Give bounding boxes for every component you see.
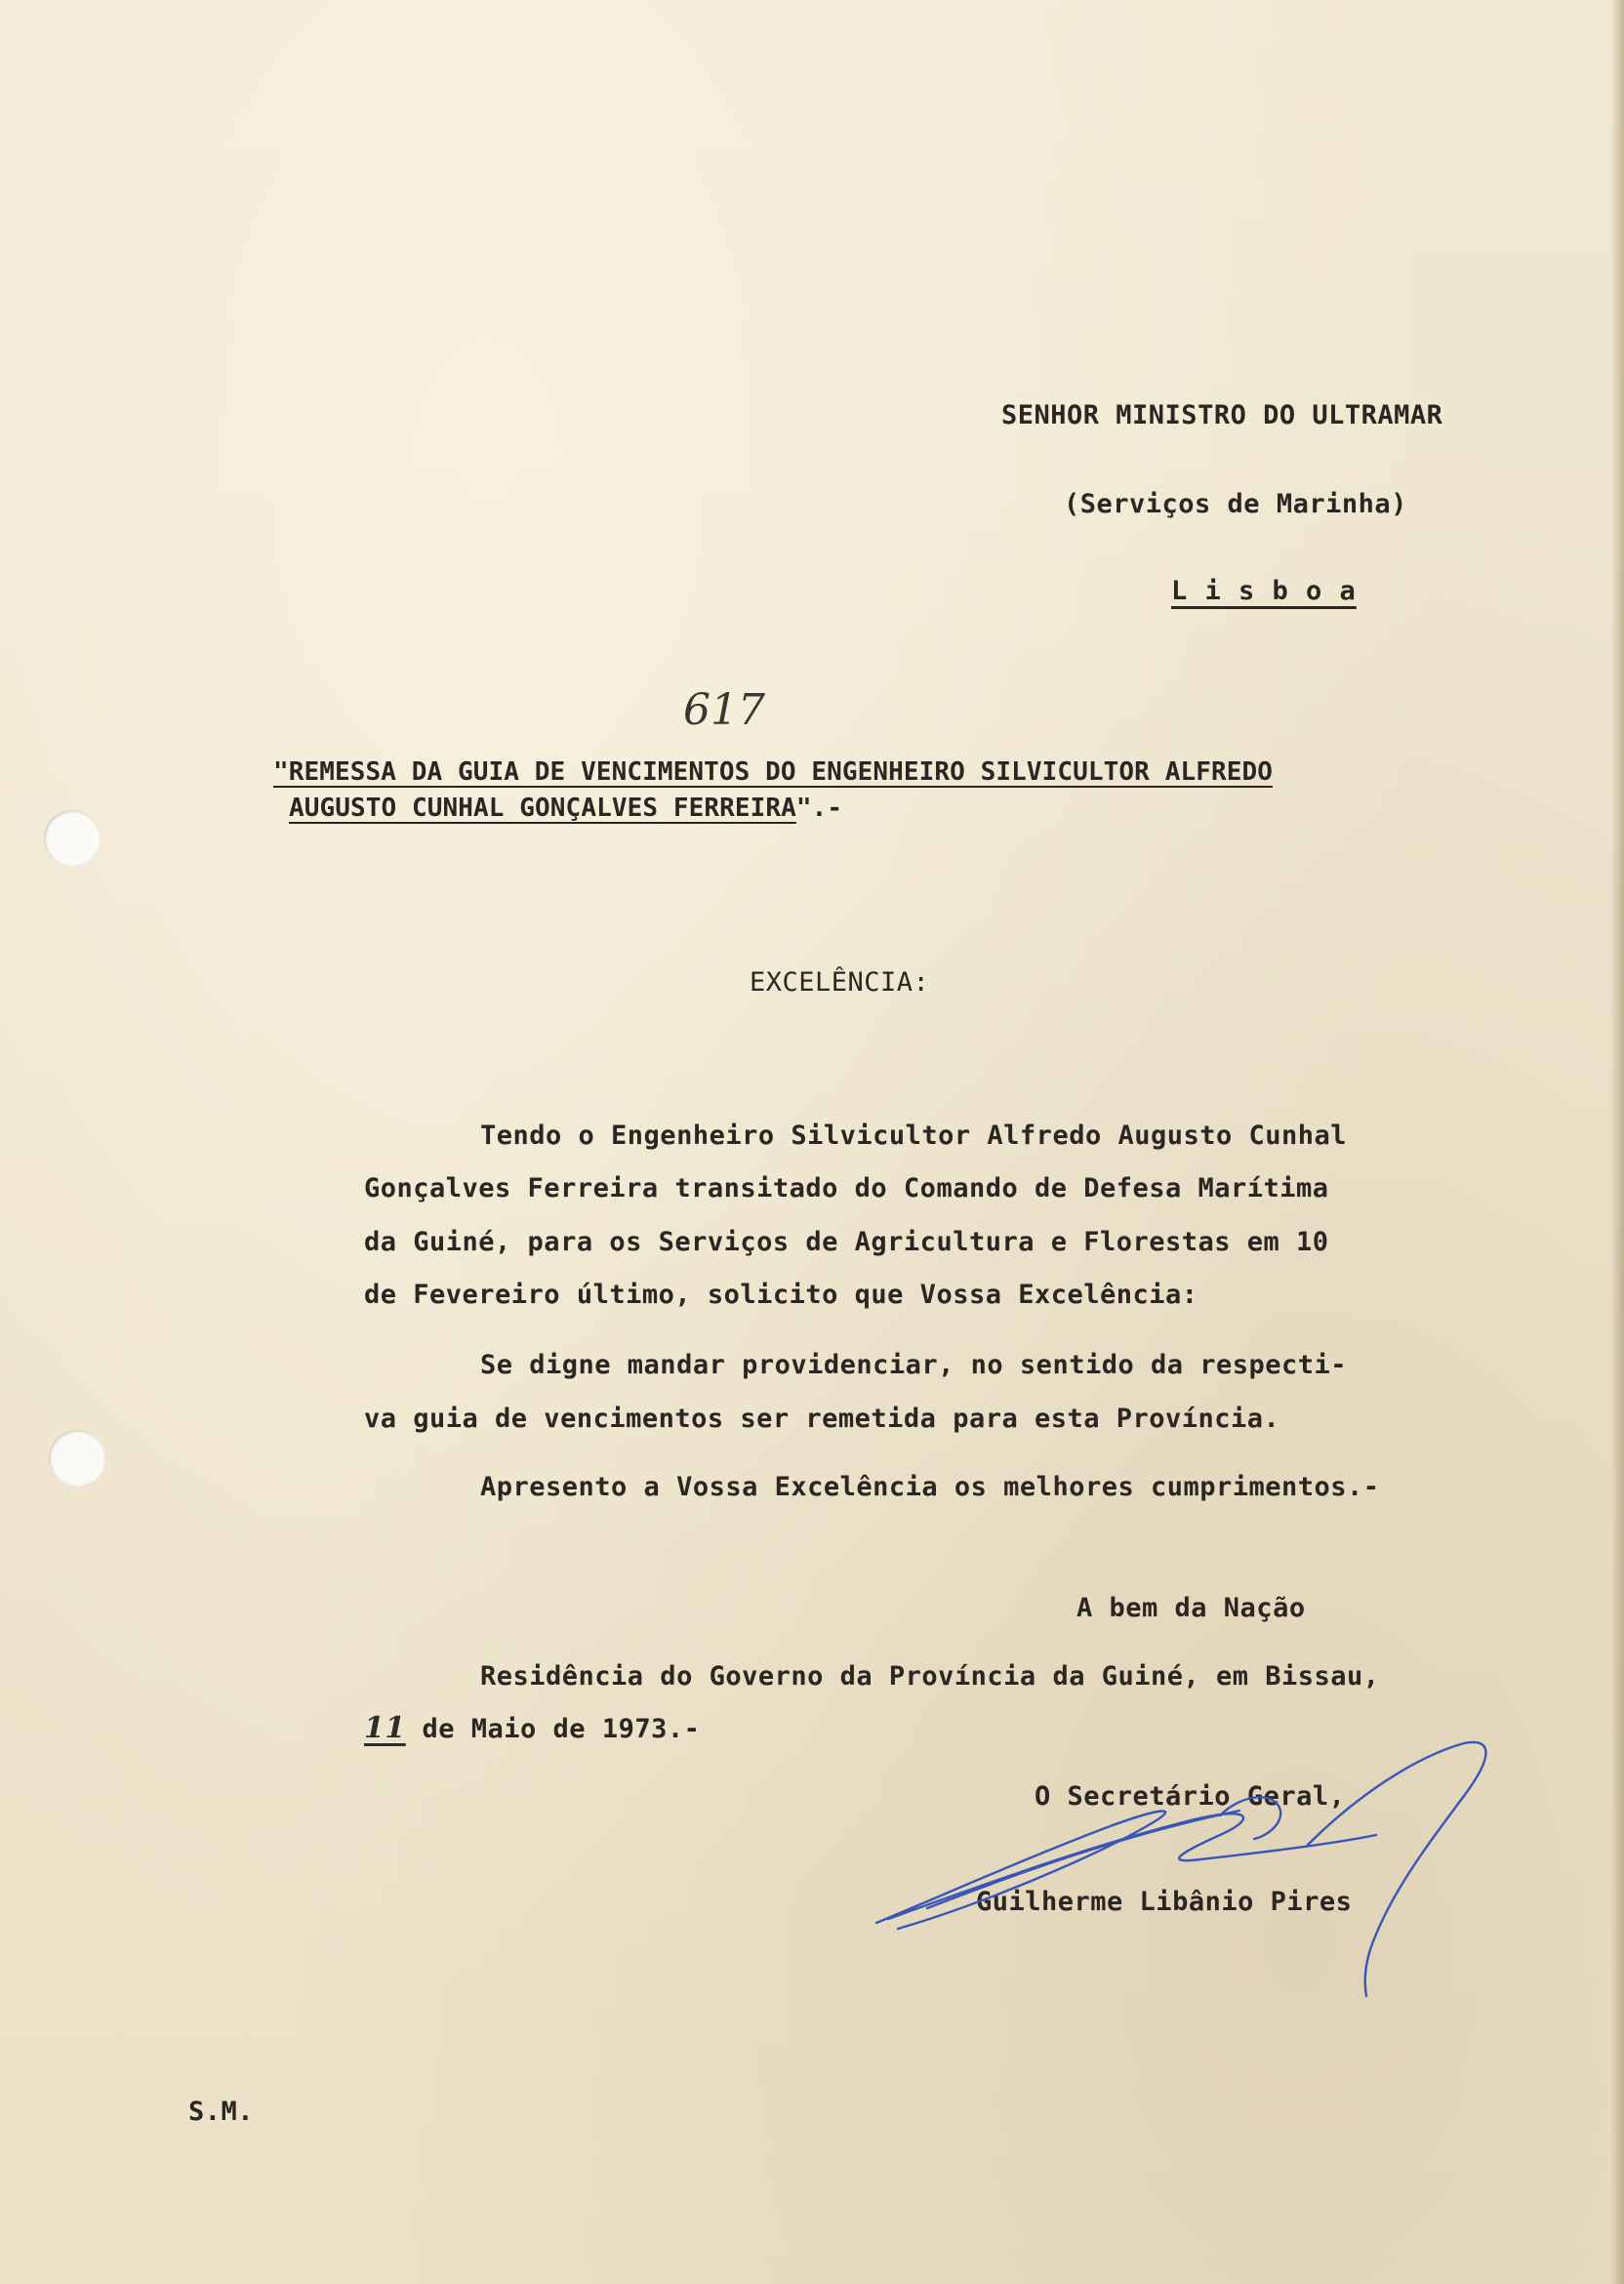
closing-date-rest: de Maio de 1973.- (405, 1714, 701, 1744)
handwritten-signature (869, 1737, 1503, 2020)
signatory-name: Guilherme Libânio Pires (976, 1887, 1353, 1917)
addressee-line-1: SENHOR MINISTRO DO ULTRAMAR (1001, 400, 1443, 430)
body-p2-line-1: Se digne mandar providenciar, no sentido da respecti- (480, 1350, 1348, 1380)
handwritten-number: 617 (683, 685, 765, 735)
addressee-city: L i s b o a (1171, 576, 1357, 606)
body-p1-line-2: Gonçalves Ferreira transitado do Comando de Defesa Marítima (364, 1173, 1329, 1203)
addressee-line-2: (Serviços de Marinha) (1064, 489, 1407, 519)
closing-date (364, 1711, 701, 1745)
salutation: EXCELÊNCIA: (750, 967, 930, 998)
punch-hole-top (44, 810, 101, 867)
signatory-title: O Secretário Geral, (1035, 1781, 1346, 1812)
body-p1-line-3: da Guiné, para os Serviços de Agricultura e Florestas em 10 (364, 1227, 1329, 1257)
punch-hole-bottom (49, 1430, 105, 1487)
subject-line-2-tail: ".- (795, 794, 843, 823)
body-p3: Apresento a Vossa Excelência os melhores cumprimentos.- (480, 1472, 1380, 1502)
footer-initials: S.M. (188, 2097, 255, 2127)
closing-place: Residência do Governo da Província da Guiné, em Bissau, (480, 1661, 1380, 1692)
body-p1-line-1: Tendo o Engenheiro Silvicultor Alfredo Augusto Cunhal (480, 1121, 1348, 1151)
handwritten-day: 11 (364, 1711, 406, 1745)
body-p2-line-2: va guia de vencimentos ser remetida para esta Província. (364, 1404, 1280, 1434)
subject-line-2-name: AUGUSTO CUNHAL GONÇALVES FERREIRA (289, 794, 796, 823)
subject-line-1: "REMESSA DA GUIA DE VENCIMENTOS DO ENGENHEIRO SILVICULTOR ALFREDO (273, 757, 1273, 787)
closing-motto: A bem da Nação (1076, 1593, 1306, 1623)
body-p1-line-4: de Fevereiro último, solicito que Vossa Excelência: (364, 1280, 1198, 1310)
subject-line-2 (289, 795, 842, 821)
